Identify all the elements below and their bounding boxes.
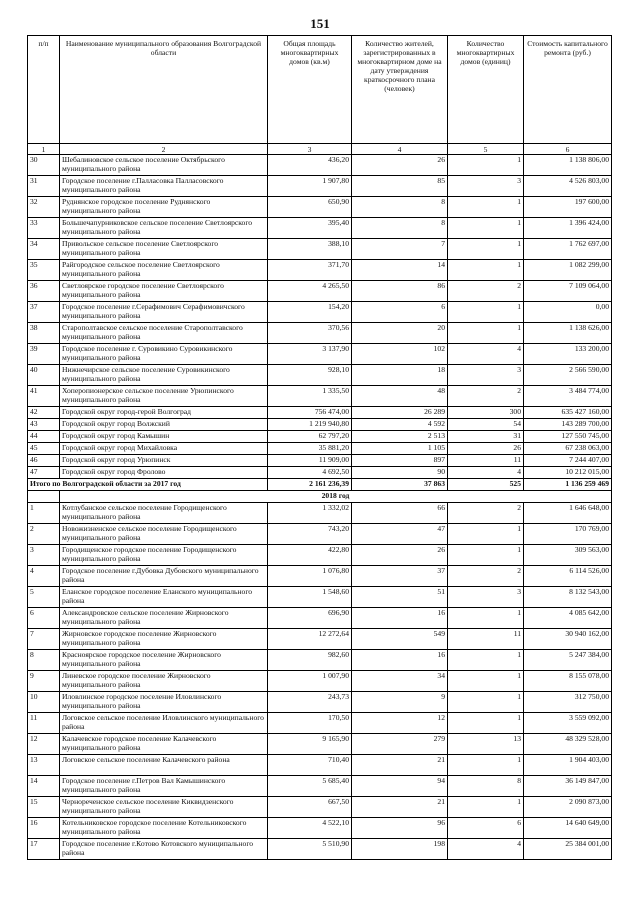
residents-value: 16	[352, 650, 448, 671]
houses-value: 2	[448, 566, 524, 587]
residents-value: 2 513	[352, 431, 448, 443]
row-number: 15	[28, 797, 60, 818]
table-row	[28, 524, 612, 545]
row-number: 30	[28, 155, 60, 176]
area-value: 1 007,90	[268, 671, 352, 692]
area-value: 154,20	[268, 302, 352, 323]
area-value: 1 907,80	[268, 176, 352, 197]
total-cost: 1 136 259 469	[524, 479, 612, 491]
cost-value: 6 114 526,00	[524, 566, 612, 587]
municipality-name: Городское поселение г.Дубовка Дубовского муниципального района	[60, 566, 268, 587]
residents-value: 37	[352, 566, 448, 587]
houses-value: 26	[448, 443, 524, 455]
municipality-name: Привольское сельское поселение Светлоярского муниципального района	[60, 239, 268, 260]
table-row	[28, 797, 612, 818]
area-value: 436,20	[268, 155, 352, 176]
residents-value: 66	[352, 503, 448, 524]
houses-value: 4	[448, 467, 524, 479]
houses-value: 11	[448, 455, 524, 467]
row-number: 34	[28, 239, 60, 260]
municipality-name: Городское поселение г.Котово Котовского муниципального района	[60, 839, 268, 860]
area-value: 1 335,50	[268, 386, 352, 407]
row-number: 41	[28, 386, 60, 407]
row-number: 46	[28, 455, 60, 467]
table-row	[28, 467, 612, 479]
table-row	[28, 713, 612, 734]
cost-value: 309 563,00	[524, 545, 612, 566]
houses-value: 13	[448, 734, 524, 755]
cost-value: 25 384 001,00	[524, 839, 612, 860]
repair-plan-table	[27, 35, 612, 860]
row-number: 9	[28, 671, 60, 692]
residents-value: 6	[352, 302, 448, 323]
residents-value: 21	[352, 797, 448, 818]
cost-value: 133 200,00	[524, 344, 612, 365]
cost-value: 4 085 642,00	[524, 608, 612, 629]
row-number: 11	[28, 713, 60, 734]
area-value: 1 076,80	[268, 566, 352, 587]
cost-value: 170 769,00	[524, 524, 612, 545]
area-value: 422,80	[268, 545, 352, 566]
table-row	[28, 218, 612, 239]
area-value: 62 797,20	[268, 431, 352, 443]
municipality-name: Городское поселение г.Палласовка Палласовского муниципального района	[60, 176, 268, 197]
municipality-name: Александровское сельское поселение Жирновского муниципального района	[60, 608, 268, 629]
table-row	[28, 365, 612, 386]
cost-value: 8 132 543,00	[524, 587, 612, 608]
row-number: 16	[28, 818, 60, 839]
row-number: 36	[28, 281, 60, 302]
table-row	[28, 155, 612, 176]
total-houses: 525	[448, 479, 524, 491]
houses-value: 1	[448, 692, 524, 713]
header-municipality: Наименование муниципального образования Волгоградской области	[60, 36, 268, 144]
residents-value: 12	[352, 713, 448, 734]
row-number: 10	[28, 692, 60, 713]
area-value: 5 510,90	[268, 839, 352, 860]
table-row	[28, 260, 612, 281]
table-row	[28, 545, 612, 566]
cost-value: 2 566 590,00	[524, 365, 612, 386]
residents-value: 102	[352, 344, 448, 365]
page-number: 151	[310, 16, 330, 31]
area-value: 371,70	[268, 260, 352, 281]
cost-value: 2 090 873,00	[524, 797, 612, 818]
area-value: 9 165,90	[268, 734, 352, 755]
municipality-name: Городской округ город Фролово	[60, 467, 268, 479]
table-row	[28, 671, 612, 692]
table-row	[28, 323, 612, 344]
row-number: 39	[28, 344, 60, 365]
residents-value: 51	[352, 587, 448, 608]
residents-value: 94	[352, 776, 448, 797]
municipality-name: Иловлинское городское поселение Иловлинского муниципального района	[60, 692, 268, 713]
municipality-name: Красноярское городское поселение Жирновского муниципального района	[60, 650, 268, 671]
row-number: 7	[28, 629, 60, 650]
cost-value: 1 138 806,00	[524, 155, 612, 176]
houses-value: 1	[448, 671, 524, 692]
houses-value: 3	[448, 365, 524, 386]
area-value: 170,50	[268, 713, 352, 734]
municipality-name: Шебалиновское сельское поселение Октябрьского муниципального района	[60, 155, 268, 176]
row-number: 45	[28, 443, 60, 455]
municipality-name: Городищенское городское поселение Городищенского муниципального района	[60, 545, 268, 566]
cost-value: 0,00	[524, 302, 612, 323]
cost-value: 67 238 063,00	[524, 443, 612, 455]
residents-value: 7	[352, 239, 448, 260]
cost-value: 1 082 299,00	[524, 260, 612, 281]
area-value: 35 881,20	[268, 443, 352, 455]
houses-value: 1	[448, 545, 524, 566]
cost-value: 7 109 064,00	[524, 281, 612, 302]
table-row	[28, 608, 612, 629]
row-number: 44	[28, 431, 60, 443]
cost-value: 1 138 626,00	[524, 323, 612, 344]
municipality-name: Еланское городское поселение Еланского муниципального района	[60, 587, 268, 608]
cost-value: 7 244 407,00	[524, 455, 612, 467]
houses-value: 31	[448, 431, 524, 443]
row-number: 1	[28, 503, 60, 524]
area-value: 12 272,64	[268, 629, 352, 650]
cost-value: 3 559 092,00	[524, 713, 612, 734]
table-row	[28, 431, 612, 443]
cost-value: 48 329 528,00	[524, 734, 612, 755]
municipality-name: Нижнечирское сельское поселение Суровикинского муниципального района	[60, 365, 268, 386]
residents-value: 9	[352, 692, 448, 713]
municipality-name: Чернореченское сельское поселение Киквидзенского муниципального района	[60, 797, 268, 818]
houses-value: 11	[448, 629, 524, 650]
area-value: 11 909,00	[268, 455, 352, 467]
table-row	[28, 818, 612, 839]
row-number: 8	[28, 650, 60, 671]
table-row	[28, 302, 612, 323]
row-number: 6	[28, 608, 60, 629]
row-number: 33	[28, 218, 60, 239]
header-residents: Количество жителей, зарегистрированных в многоквартирном доме на дату утверждения краткосрочного плана (человек)	[352, 36, 448, 144]
residents-value: 26 289	[352, 407, 448, 419]
houses-value: 6	[448, 818, 524, 839]
residents-value: 8	[352, 197, 448, 218]
row-number: 12	[28, 734, 60, 755]
municipality-name: Линевское городское поселение Жирновского муниципального района	[60, 671, 268, 692]
header-cost: Стоимость капитального ремонта (руб.)	[524, 36, 612, 144]
table-row	[28, 419, 612, 431]
houses-value: 1	[448, 218, 524, 239]
area-value: 1 548,60	[268, 587, 352, 608]
table-row	[28, 344, 612, 365]
municipality-name: Райгородское сельское поселение Светлоярского муниципального района	[60, 260, 268, 281]
header-area: Общая площадь многоквартирных домов (кв.м)	[268, 36, 352, 144]
houses-value: 1	[448, 797, 524, 818]
houses-value: 1	[448, 608, 524, 629]
row-number: 13	[28, 755, 60, 776]
municipality-name: Городской округ город Камышин	[60, 431, 268, 443]
residents-value: 18	[352, 365, 448, 386]
area-value: 4 265,50	[268, 281, 352, 302]
column-number: 1	[28, 144, 60, 155]
cost-value: 197 600,00	[524, 197, 612, 218]
table-row	[28, 755, 612, 776]
municipality-name: Городское поселение г.Петров Вал Камышинского муниципального района	[60, 776, 268, 797]
residents-value: 279	[352, 734, 448, 755]
houses-value: 1	[448, 323, 524, 344]
municipality-name: Котлубанское сельское поселение Городищенского муниципального района	[60, 503, 268, 524]
municipality-name: Руднянское городское поселение Руднянского муниципального района	[60, 197, 268, 218]
houses-value: 1	[448, 524, 524, 545]
table-row	[28, 650, 612, 671]
area-value: 1 219 940,80	[268, 419, 352, 431]
area-value: 243,73	[268, 692, 352, 713]
area-value: 4 692,50	[268, 467, 352, 479]
municipality-name: Хоперопионерское сельское поселение Урюпинского муниципального района	[60, 386, 268, 407]
houses-value: 2	[448, 386, 524, 407]
row-number: 43	[28, 419, 60, 431]
total-label: Итого по Волгоградской области за 2017 год	[28, 479, 268, 491]
houses-value: 1	[448, 713, 524, 734]
residents-value: 26	[352, 155, 448, 176]
houses-value: 54	[448, 419, 524, 431]
residents-value: 16	[352, 608, 448, 629]
column-number: 3	[268, 144, 352, 155]
municipality-name: Городское поселение г. Суровикино Суровикинского муниципального района	[60, 344, 268, 365]
houses-value: 3	[448, 587, 524, 608]
municipality-name: Городской округ город Волжский	[60, 419, 268, 431]
municipality-name: Логовское сельское поселение Иловлинского муниципального района	[60, 713, 268, 734]
table-row	[28, 239, 612, 260]
table-row	[28, 176, 612, 197]
table-header-row	[28, 36, 612, 144]
area-value: 710,40	[268, 755, 352, 776]
municipality-name: Котельниковское городское поселение Котельниковского муниципального района	[60, 818, 268, 839]
residents-value: 8	[352, 218, 448, 239]
municipality-name: Калачевское городское поселение Калачевского муниципального района	[60, 734, 268, 755]
total-residents: 37 863	[352, 479, 448, 491]
table-row	[28, 281, 612, 302]
residents-value: 549	[352, 629, 448, 650]
municipality-name: Городской округ город-герой Волгоград	[60, 407, 268, 419]
table-row	[28, 776, 612, 797]
municipality-name: Новожизненское сельское поселение Городищенского муниципального района	[60, 524, 268, 545]
residents-value: 4 592	[352, 419, 448, 431]
residents-value: 48	[352, 386, 448, 407]
table-row	[28, 197, 612, 218]
residents-value: 897	[352, 455, 448, 467]
section-row-2018	[28, 491, 612, 503]
houses-value: 2	[448, 503, 524, 524]
cost-value: 1 396 424,00	[524, 218, 612, 239]
column-number: 5	[448, 144, 524, 155]
houses-value: 4	[448, 344, 524, 365]
municipality-name: Большечапурниковское сельское поселение Светлоярского муниципального района	[60, 218, 268, 239]
residents-value: 86	[352, 281, 448, 302]
column-number: 4	[352, 144, 448, 155]
cost-value: 1 762 697,00	[524, 239, 612, 260]
area-value: 395,40	[268, 218, 352, 239]
municipality-name: Городской округ город Михайловка	[60, 443, 268, 455]
cost-value: 5 247 384,00	[524, 650, 612, 671]
residents-value: 96	[352, 818, 448, 839]
houses-value: 1	[448, 239, 524, 260]
residents-value: 90	[352, 467, 448, 479]
cost-value: 36 149 847,00	[524, 776, 612, 797]
area-value: 370,56	[268, 323, 352, 344]
cost-value: 3 484 774,00	[524, 386, 612, 407]
row-number: 2	[28, 524, 60, 545]
row-number: 40	[28, 365, 60, 386]
row-number: 47	[28, 467, 60, 479]
table-row	[28, 386, 612, 407]
houses-value: 1	[448, 260, 524, 281]
total-area: 2 161 236,39	[268, 479, 352, 491]
residents-value: 198	[352, 839, 448, 860]
table-row	[28, 629, 612, 650]
residents-value: 20	[352, 323, 448, 344]
cost-value: 143 289 700,00	[524, 419, 612, 431]
row-number: 32	[28, 197, 60, 218]
area-value: 5 685,40	[268, 776, 352, 797]
area-value: 982,60	[268, 650, 352, 671]
houses-value: 1	[448, 155, 524, 176]
residents-value: 1 105	[352, 443, 448, 455]
section-title-2018: 2018 год	[60, 491, 612, 503]
table-row	[28, 407, 612, 419]
row-number: 35	[28, 260, 60, 281]
residents-value: 34	[352, 671, 448, 692]
houses-value: 1	[448, 755, 524, 776]
area-value: 4 522,10	[268, 818, 352, 839]
table-row	[28, 839, 612, 860]
houses-value: 1	[448, 197, 524, 218]
row-number: 38	[28, 323, 60, 344]
houses-value: 8	[448, 776, 524, 797]
area-value: 3 137,90	[268, 344, 352, 365]
municipality-name: Жирновское городское поселение Жирновского муниципального района	[60, 629, 268, 650]
cost-value: 635 427 160,00	[524, 407, 612, 419]
table-row	[28, 455, 612, 467]
area-value: 388,10	[268, 239, 352, 260]
area-value: 667,50	[268, 797, 352, 818]
municipality-name: Светлоярское городское поселение Светлоярского муниципального района	[60, 281, 268, 302]
cost-value: 4 526 803,00	[524, 176, 612, 197]
residents-value: 85	[352, 176, 448, 197]
header-number: п/п	[28, 36, 60, 144]
houses-value: 3	[448, 176, 524, 197]
total-row-2017	[28, 479, 612, 491]
residents-value: 47	[352, 524, 448, 545]
cost-value: 312 750,00	[524, 692, 612, 713]
row-number: 3	[28, 545, 60, 566]
table-row	[28, 566, 612, 587]
houses-value: 4	[448, 839, 524, 860]
municipality-name: Логовское сельское поселение Калачевского района	[60, 755, 268, 776]
houses-value: 300	[448, 407, 524, 419]
row-number: 31	[28, 176, 60, 197]
cost-value: 30 940 162,00	[524, 629, 612, 650]
houses-value: 1	[448, 650, 524, 671]
residents-value: 21	[352, 755, 448, 776]
area-value: 743,20	[268, 524, 352, 545]
table-row	[28, 734, 612, 755]
residents-value: 14	[352, 260, 448, 281]
row-number: 42	[28, 407, 60, 419]
column-number: 6	[524, 144, 612, 155]
municipality-name: Старополтавское сельское поселение Старополтавского муниципального района	[60, 323, 268, 344]
header-houses: Количество многоквартирных домов (единиц)	[448, 36, 524, 144]
area-value: 696,90	[268, 608, 352, 629]
area-value: 650,90	[268, 197, 352, 218]
municipality-name: Городской округ город Урюпинск	[60, 455, 268, 467]
table-row	[28, 443, 612, 455]
cost-value: 1 646 648,00	[524, 503, 612, 524]
houses-value: 2	[448, 281, 524, 302]
column-number: 2	[60, 144, 268, 155]
table-row	[28, 692, 612, 713]
row-number: 4	[28, 566, 60, 587]
cost-value: 1 904 403,00	[524, 755, 612, 776]
cost-value: 14 640 649,00	[524, 818, 612, 839]
table-row	[28, 587, 612, 608]
row-number: 14	[28, 776, 60, 797]
row-number: 37	[28, 302, 60, 323]
municipality-name: Городское поселение г.Серафимович Серафимовичского муниципального района	[60, 302, 268, 323]
cost-value: 8 155 078,00	[524, 671, 612, 692]
cost-value: 10 212 015,00	[524, 467, 612, 479]
row-number: 5	[28, 587, 60, 608]
residents-value: 26	[352, 545, 448, 566]
area-value: 756 474,00	[268, 407, 352, 419]
table-row	[28, 503, 612, 524]
area-value: 928,10	[268, 365, 352, 386]
area-value: 1 332,02	[268, 503, 352, 524]
houses-value: 1	[448, 302, 524, 323]
column-numbers-row	[28, 144, 612, 155]
cost-value: 127 550 745,00	[524, 431, 612, 443]
row-number: 17	[28, 839, 60, 860]
